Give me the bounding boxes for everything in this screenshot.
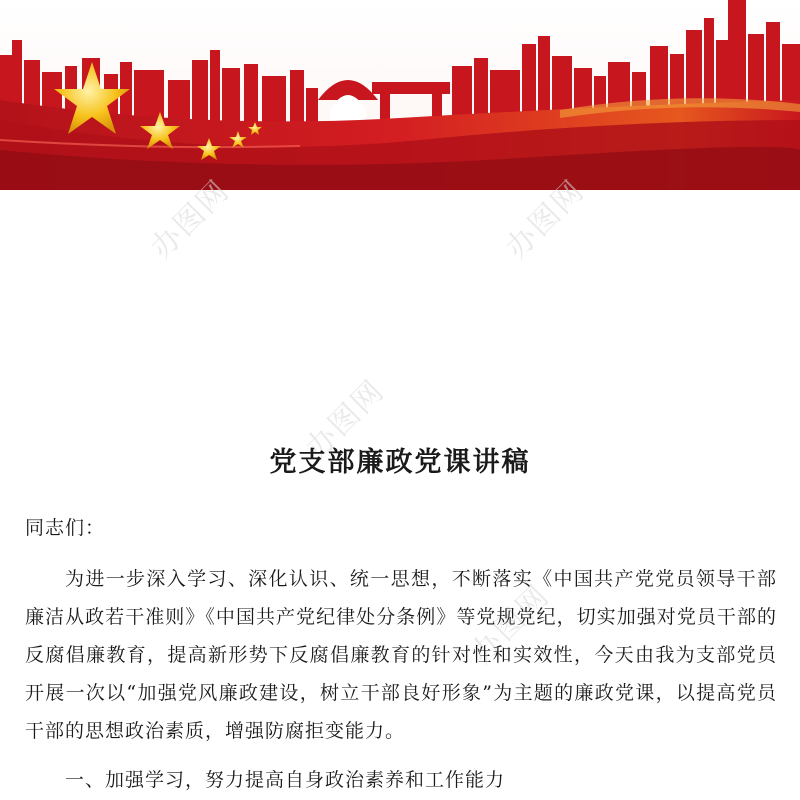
body-paragraph: 为进一步深入学习、深化认识、统一思想，不断落实《中国共产党党员领导干部廉洁从政若干准则》《中国共产党纪律处分条例》等党规党纪，切实加强对党员干部的反腐倡廉教育，提高新形势下反腐倡廉教育的针对性和实效性，今天由我为支部党员开展一次以“加强党风廉政建设，树立干部良好形象”为主题的廉政党课，以提高党员干部的思想政治素质，增强防腐拒变能力。 (25, 568, 777, 742)
watermark: 办图网 (299, 373, 392, 466)
header-banner (0, 0, 800, 190)
section-heading: 一、加强学习，努力提高自身政治素养和工作能力 (65, 769, 506, 791)
watermark: 办图网 (499, 173, 592, 266)
document-title: 党支部廉政党课讲稿 (269, 447, 531, 478)
watermark: 办图网 (144, 173, 237, 266)
salutation: 同志们： (25, 517, 106, 539)
watermark: 办图网 (464, 578, 557, 671)
